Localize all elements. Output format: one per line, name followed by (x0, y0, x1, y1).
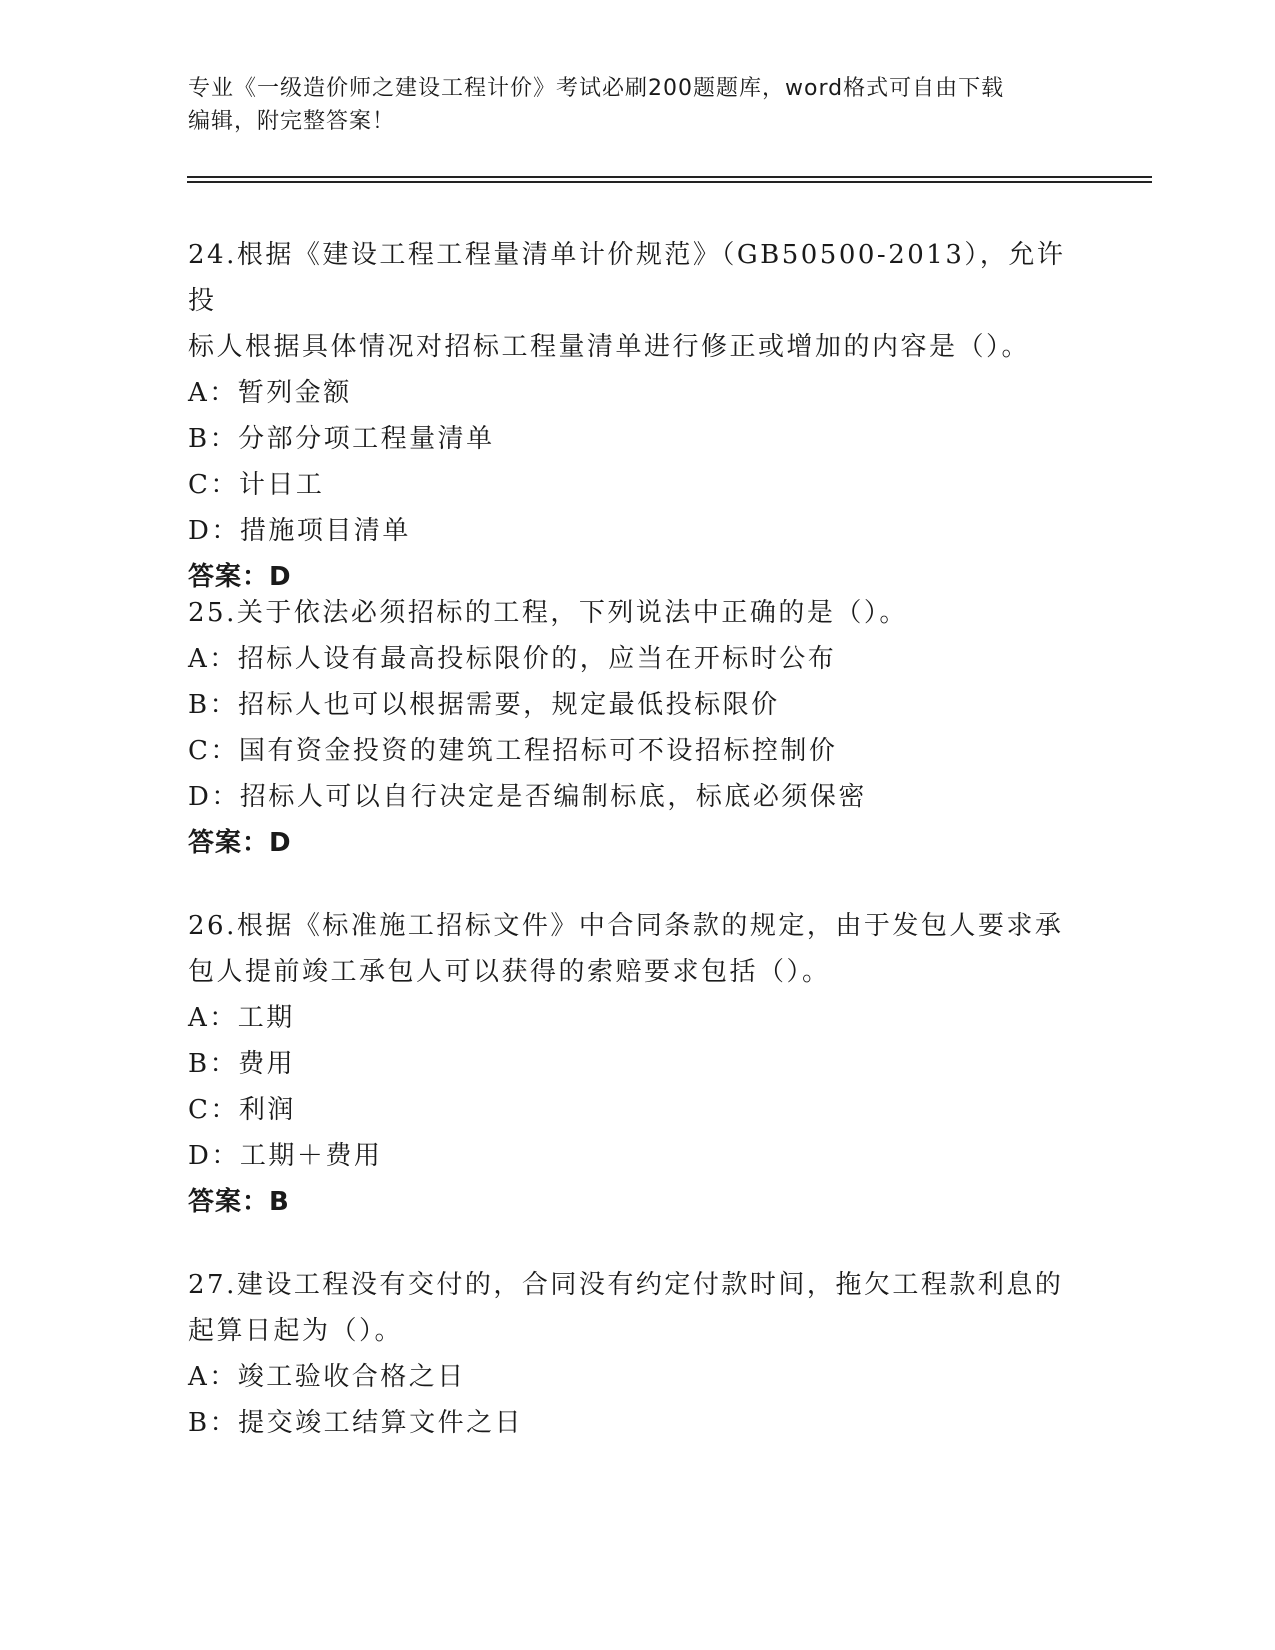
option-c: C：计日工 (188, 470, 325, 500)
header-line-1: 专业《一级造价师之建设工程计价》考试必刷200题题库，word格式可自由下载 (188, 76, 1005, 101)
question-stem-line: 标人根据具体情况对招标工程量清单进行修正或增加的内容是（）。 (188, 332, 1031, 362)
option-d: D：措施项目清单 (188, 516, 411, 546)
question-stem-line: 24.根据《建设工程工程量清单计价规范》（GB50500-2013），允许投 (188, 240, 1066, 316)
option-c: C：利润 (188, 1095, 296, 1125)
option-c: C：国有资金投资的建筑工程招标可不设招标控制价 (188, 736, 838, 766)
question-24 (188, 232, 1088, 600)
question-27 (188, 1262, 1088, 1446)
question-stem-line: 25.关于依法必须招标的工程，下列说法中正确的是（）。 (188, 598, 908, 628)
option-a: A：竣工验收合格之日 (188, 1362, 466, 1392)
option-a: A：招标人设有最高投标限价的，应当在开标时公布 (188, 644, 837, 674)
answer: 答案：B (188, 1187, 290, 1217)
header-divider-bottom (187, 181, 1152, 183)
option-a: A：工期 (188, 1003, 295, 1033)
option-b: B：提交竣工结算文件之日 (188, 1408, 524, 1438)
answer: 答案：D (188, 562, 292, 592)
header-line-2: 编辑，附完整答案！ (188, 109, 396, 134)
option-d: D：招标人可以自行决定是否编制标底，标底必须保密 (188, 782, 867, 812)
option-b: B：费用 (188, 1049, 296, 1079)
header-divider-top (187, 176, 1152, 178)
question-stem-line: 26.根据《标准施工招标文件》中合同条款的规定，由于发包人要求承 (188, 911, 1064, 941)
question-stem-line: 起算日起为（）。 (188, 1316, 404, 1346)
answer: 答案：D (188, 828, 292, 858)
question-25 (188, 590, 1088, 866)
option-a: A：暂列金额 (188, 378, 352, 408)
option-d: D：工期＋费用 (188, 1141, 383, 1171)
document-header (188, 72, 1088, 138)
option-b: B：分部分项工程量清单 (188, 424, 495, 454)
option-b: B：招标人也可以根据需要，规定最低投标限价 (188, 690, 780, 720)
question-stem-line: 包人提前竣工承包人可以获得的索赔要求包括（）。 (188, 957, 831, 987)
question-26 (188, 903, 1088, 1225)
question-stem-line: 27.建设工程没有交付的，合同没有约定付款时间，拖欠工程款利息的 (188, 1270, 1064, 1300)
